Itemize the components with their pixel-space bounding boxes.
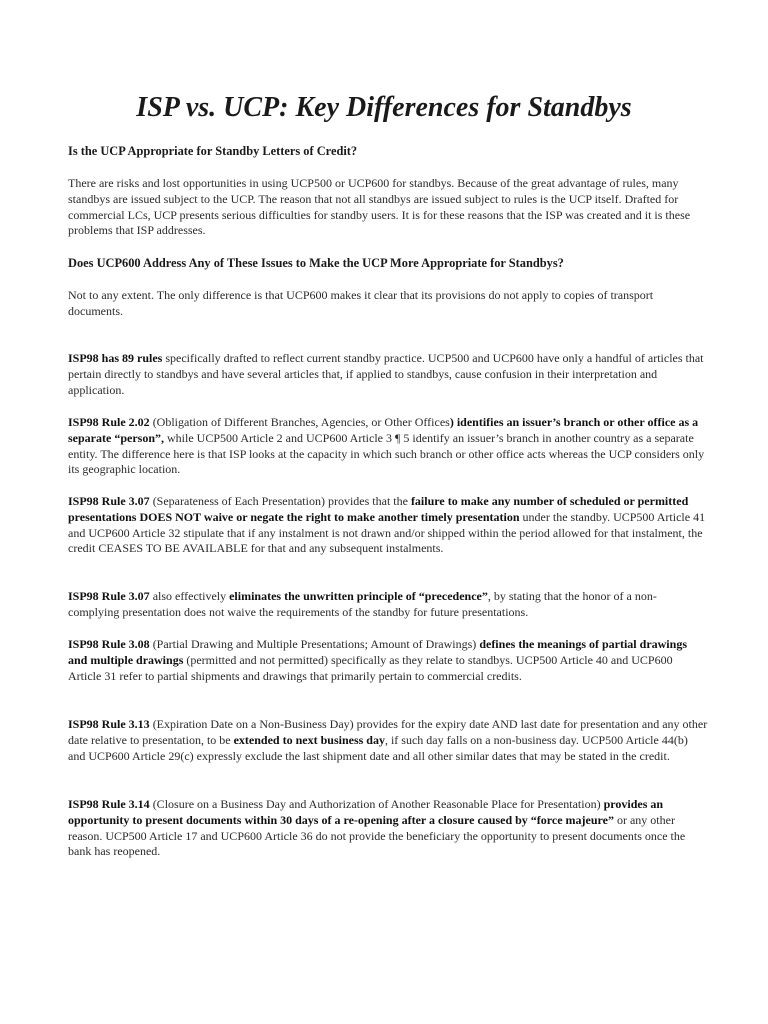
rule-label: ISP98 Rule 3.13 bbox=[68, 717, 150, 731]
rule-emphasis: ) identifies an issuer’s branch or other office as a separate “person”, bbox=[68, 415, 699, 445]
paragraph-rule-3-14 bbox=[68, 797, 708, 860]
rule-label: ISP98 has 89 rules bbox=[68, 351, 163, 365]
rule-text: or any other reason. UCP500 Article 17 and UCP600 Article 36 do not provide the beneficiary the opportunity to present documents once the bank has reopened. bbox=[68, 812, 686, 859]
rule-emphasis: failure to make any number of scheduled or permitted presentations DOES NOT waive or negate the right to make another timely presentation bbox=[68, 494, 689, 524]
rule-label: ISP98 Rule 3.07 bbox=[68, 494, 150, 508]
paragraph-rule-3-13 bbox=[68, 717, 708, 764]
paragraph-rule-3-07-separateness bbox=[68, 494, 708, 557]
rule-text: (Separateness of Each Presentation) provides that the bbox=[149, 494, 411, 508]
rule-text: (Expiration Date on a Non-Business Day) provides for the expiry date AND last date for presentation and any other date relative to presentation, to be bbox=[68, 717, 708, 747]
section-heading-ucp600-address: Does UCP600 Address Any of These Issues to Make the UCP More Appropriate for Standbys? bbox=[68, 256, 564, 270]
section-heading-ucp-appropriate: Is the UCP Appropriate for Standby Letters of Credit? bbox=[68, 144, 358, 158]
rule-text: , by stating that the honor of a non-complying presentation does not waive the requirements of the standby for future presentations. bbox=[68, 589, 657, 619]
paragraph-not-to-any-extent: Not to any extent. The only difference is that UCP600 makes it clear that its provisions do not apply to copies of transport documents. bbox=[68, 288, 654, 318]
rule-emphasis: defines the meanings of partial drawings and multiple drawings bbox=[68, 637, 687, 667]
rule-emphasis: eliminates the unwritten principle of “precedence” bbox=[229, 589, 488, 603]
rule-label: ISP98 Rule 3.14 bbox=[68, 797, 150, 811]
paragraph-risks: There are risks and lost opportunities in using UCP500 or UCP600 for standbys. Because of the great advantage of rules, many standbys are issued subject to the UCP. The reason that not all standbys are issued subject to rules is the UCP itself. Drafted for commercial LCs, UCP presents serious difficulties for standby users. It is for these reasons that the ISP was created and it is these problems that ISP addresses. bbox=[68, 176, 691, 238]
paragraph-rule-2-02 bbox=[68, 415, 708, 478]
rule-emphasis: provides an opportunity to present documents within 30 days of a re-opening after a closure caused by “force majeure” bbox=[68, 797, 664, 827]
paragraph-rule-3-07-precedence bbox=[68, 589, 708, 621]
rule-label: ISP98 Rule 3.07 bbox=[68, 589, 150, 603]
document-title: ISP vs. UCP: Key Differences for Standbys bbox=[136, 92, 632, 123]
rule-text: , if such day falls on a non-business day. UCP500 Article 44(b) and UCP600 Article 29(c) expressly exclude the last shipment date and all other similar dates that may be stated in the credit. bbox=[68, 732, 688, 763]
rule-text: specifically drafted to reflect current standby practice. UCP500 and UCP600 have only a handful of articles that pertain directly to standbys and have several articles that, if applied to standbys, cause confusion in their interpretation and application. bbox=[68, 351, 704, 397]
rule-text: while UCP500 Article 2 and UCP600 Article 3 ¶ 5 identify an issuer’s branch in another country as a separate entity. The difference here is that ISP looks at the capacity in which such branch or other office acts whereas the UCP considers only its geographic location. bbox=[68, 430, 705, 477]
rule-text: also effectively bbox=[149, 589, 230, 603]
rule-text: (Closure on a Business Day and Authorization of Another Reasonable Place for Presentation) bbox=[149, 797, 604, 811]
rule-text: (Partial Drawing and Multiple Presentations; Amount of Drawings) bbox=[149, 637, 480, 651]
rule-text: (Obligation of Different Branches, Agencies, or Other Offices bbox=[149, 415, 450, 429]
paragraph-isp98-89-rules bbox=[68, 351, 708, 398]
rule-text: under the standby. UCP500 Article 41 and UCP600 Article 32 stipulate that if any instalment is not drawn and/or shipped within the period allowed for that instalment, the credit CEASES TO BE AVAILABLE for that and any subsequent instalments. bbox=[68, 509, 706, 556]
paragraph-rule-3-08 bbox=[68, 637, 708, 684]
rule-label: ISP98 Rule 3.08 bbox=[68, 637, 150, 651]
rule-emphasis: extended to next business day bbox=[233, 732, 385, 747]
rule-text: (permitted and not permitted) specifically as they relate to standbys. UCP500 Article 40 and UCP600 Article 31 refer to partial shipments and drawings that primarily pertain to commercial credits. bbox=[68, 652, 673, 683]
rule-label: ISP98 Rule 2.02 bbox=[68, 415, 150, 429]
